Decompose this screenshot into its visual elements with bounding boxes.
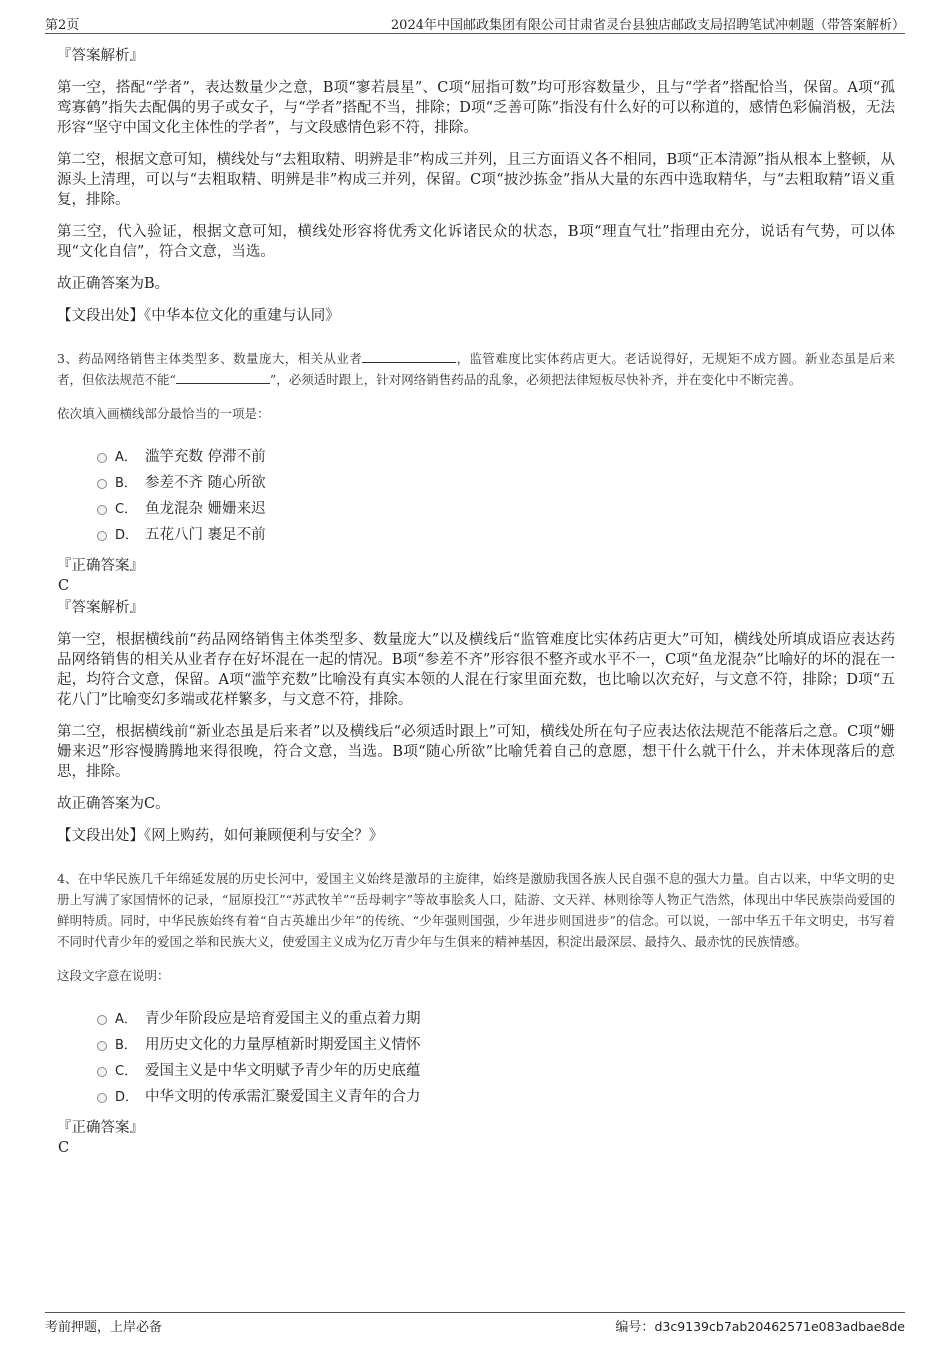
question-4-instruction: 这段文字意在说明： [57, 968, 170, 983]
option-b[interactable]: B． 参差不齐 随心所欲 [97, 468, 895, 494]
analysis-conclusion: 故正确答案为B。 [57, 276, 170, 292]
radio-button[interactable] [97, 531, 107, 541]
correct-answer: C [58, 1140, 70, 1156]
option-text: 五花八门 裹足不前 [145, 526, 266, 543]
option-a[interactable]: A． 滥竽充数 停滞不前 [97, 442, 895, 468]
correct-answer-label: 『正确答案』 [57, 1120, 144, 1136]
fill-blank-1 [362, 349, 456, 363]
fill-blank-2 [176, 370, 270, 384]
option-a[interactable]: A． 青少年阶段应是培育爱国主义的重点着力期 [97, 1004, 895, 1030]
analysis-paragraph: 第三空，代入验证，根据文意可知，横线处形容将优秀文化诉诸民众的状态，B项“理直气壮”指理由充分，说话有气势，可以体现“文化自信”，符合文意，当选。 [57, 224, 895, 260]
correct-answer-label: 『正确答案』 [57, 558, 144, 574]
document-code: 编号：d3c9139cb7ab20462571e083adbae8de [615, 1319, 905, 1335]
option-text: 滥竽充数 停滞不前 [145, 448, 266, 465]
option-b[interactable]: B． 用历史文化的力量厚植新时期爱国主义情怀 [97, 1030, 895, 1056]
option-text: 参差不齐 随心所欲 [145, 474, 266, 491]
analysis-paragraph: 第二空，根据文意可知，横线处与“去粗取精、明辨是非”构成三并列，且三方面语义各不相同，B项“正本清源”指从根本上整顿，从源头上清理，可以与“去粗取精、明辨是非”构成三并列，保留。C项“披沙拣金”指从大量的东西中选取精华，与“去粗取精”语义重复，排除。 [57, 152, 895, 208]
footer-slogan: 考前押题，上岸必备 [45, 1320, 163, 1335]
correct-answer: C [58, 578, 70, 594]
analysis-conclusion: 故正确答案为C。 [57, 796, 170, 812]
document-title: 2024年中国邮政集团有限公司甘肃省灵台县独店邮政支局招聘笔试冲刺题（带答案解析） [390, 18, 905, 33]
option-text: 鱼龙混杂 姗姗来迟 [145, 500, 266, 517]
question-3-options [97, 442, 895, 546]
analysis-paragraph: 第二空，根据横线前“新业态虽是后来者”以及横线后“必须适时跟上”可知，横线处所在句子应表达依法规范不能落后之意。C项“姗姗来迟”形容慢腾腾地来得很晚，符合文意，当选。B项“随心所欲”比喻凭着自己的意愿，想干什么就干什么，并未体现落后的意思，排除。 [57, 724, 895, 780]
passage-source: 【文段出处】《中华本位文化的重建与认同》 [57, 308, 340, 324]
option-text: 中华文明的传承需汇聚爱国主义青年的合力 [145, 1088, 421, 1105]
option-c[interactable]: C． 爱国主义是中华文明赋予青少年的历史底蕴 [97, 1056, 895, 1082]
analysis-label: 『答案解析』 [57, 600, 144, 616]
analysis-paragraph: 第一空，搭配“学者”，表达数量少之意，B项“寥若晨星”、C项“屈指可数”均可形容数量少，且与“学者”搭配恰当，保留。A项“孤鸾寡鹤”指失去配偶的男子或女子，与“学者”搭配不当，排除；D项“乏善可陈”指没有什么好的可以称道的，感情色彩偏消极，无法形容“坚守中国文化主体性的学者”，与文段感情色彩不符，排除。 [57, 80, 895, 136]
question-3-instruction: 依次填入画横线部分最恰当的一项是： [57, 406, 270, 421]
question-4-options [97, 1004, 895, 1108]
analysis-label: 『答案解析』 [57, 48, 144, 64]
page-number: 第2页 [45, 18, 80, 33]
analysis-paragraph: 第一空，根据横线前“药品网络销售主体类型多、数量庞大”以及横线后“监管难度比实体药店更大”可知，横线处所填成语应表达药品网络销售的相关从业者存在好坏混在一起的情况。B项“参差不齐”形容很不整齐或水平不一，C项“鱼龙混杂”比喻好的坏的混在一起，均符合文意，保留。A项“滥竽充数”比喻没有真实本领的人混在行家里面充数，也比喻以次充好，与文意不符，排除；D项“五花八门”比喻变幻多端或花样繁多，与文意不符，排除。 [57, 632, 895, 708]
option-text: 青少年阶段应是培育爱国主义的重点着力期 [145, 1010, 421, 1027]
radio-button[interactable] [97, 479, 107, 489]
page-header [45, 12, 905, 34]
radio-button[interactable] [97, 1015, 107, 1025]
passage-source: 【文段出处】《网上购药，如何兼顾便利与安全？》 [57, 828, 384, 844]
option-text: 爱国主义是中华文明赋予青少年的历史底蕴 [145, 1062, 421, 1079]
radio-button[interactable] [97, 1067, 107, 1077]
question-4-text: 4、在中华民族几千年绵延发展的历史长河中，爱国主义始终是激昂的主旋律，始终是激励我国各族人民自强不息的强大力量。自古以来，中华文明的史册上写满了家国情怀的记录，“屈原投江”“苏武牧羊”“岳母刺字”等故事脍炙人口，陆游、文天祥、林则徐等人物正气浩然，体现出中华民族崇尚爱国的鲜明特质。同时，中华民族始终有着“自古英雄出少年”的传统、“少年强则国强，少年进步则国进步”的信念。可以说，一部中华五千年文明史，书写着不同时代青少年的爱国之举和民族大义，使爱国主义成为亿万青少年与生俱来的精神基因，积淀出最深层、最持久、最赤忱的民族情感。 [57, 871, 895, 949]
radio-button[interactable] [97, 453, 107, 463]
radio-button[interactable] [97, 1093, 107, 1103]
page-footer [45, 1312, 905, 1336]
option-text: 用历史文化的力量厚植新时期爱国主义情怀 [145, 1036, 421, 1053]
radio-button[interactable] [97, 505, 107, 515]
option-c[interactable]: C． 鱼龙混杂 姗姗来迟 [97, 494, 895, 520]
option-d[interactable]: D． 五花八门 裹足不前 [97, 520, 895, 546]
question-3-text: 3、药品网络销售主体类型多、数量庞大，相关从业者 ，监管难度比实体药店更大。老话说得好，无规矩不成方圆。新业态虽是后来者，但依法规范不能“ ”，必须适时跟上，针对网络销售药品的乱象，必须把法律短板尽快补齐，并在变化中不断完善。 [57, 351, 895, 387]
option-d[interactable]: D． 中华文明的传承需汇聚爱国主义青年的合力 [97, 1082, 895, 1108]
page-content [57, 46, 895, 1160]
radio-button[interactable] [97, 1041, 107, 1051]
